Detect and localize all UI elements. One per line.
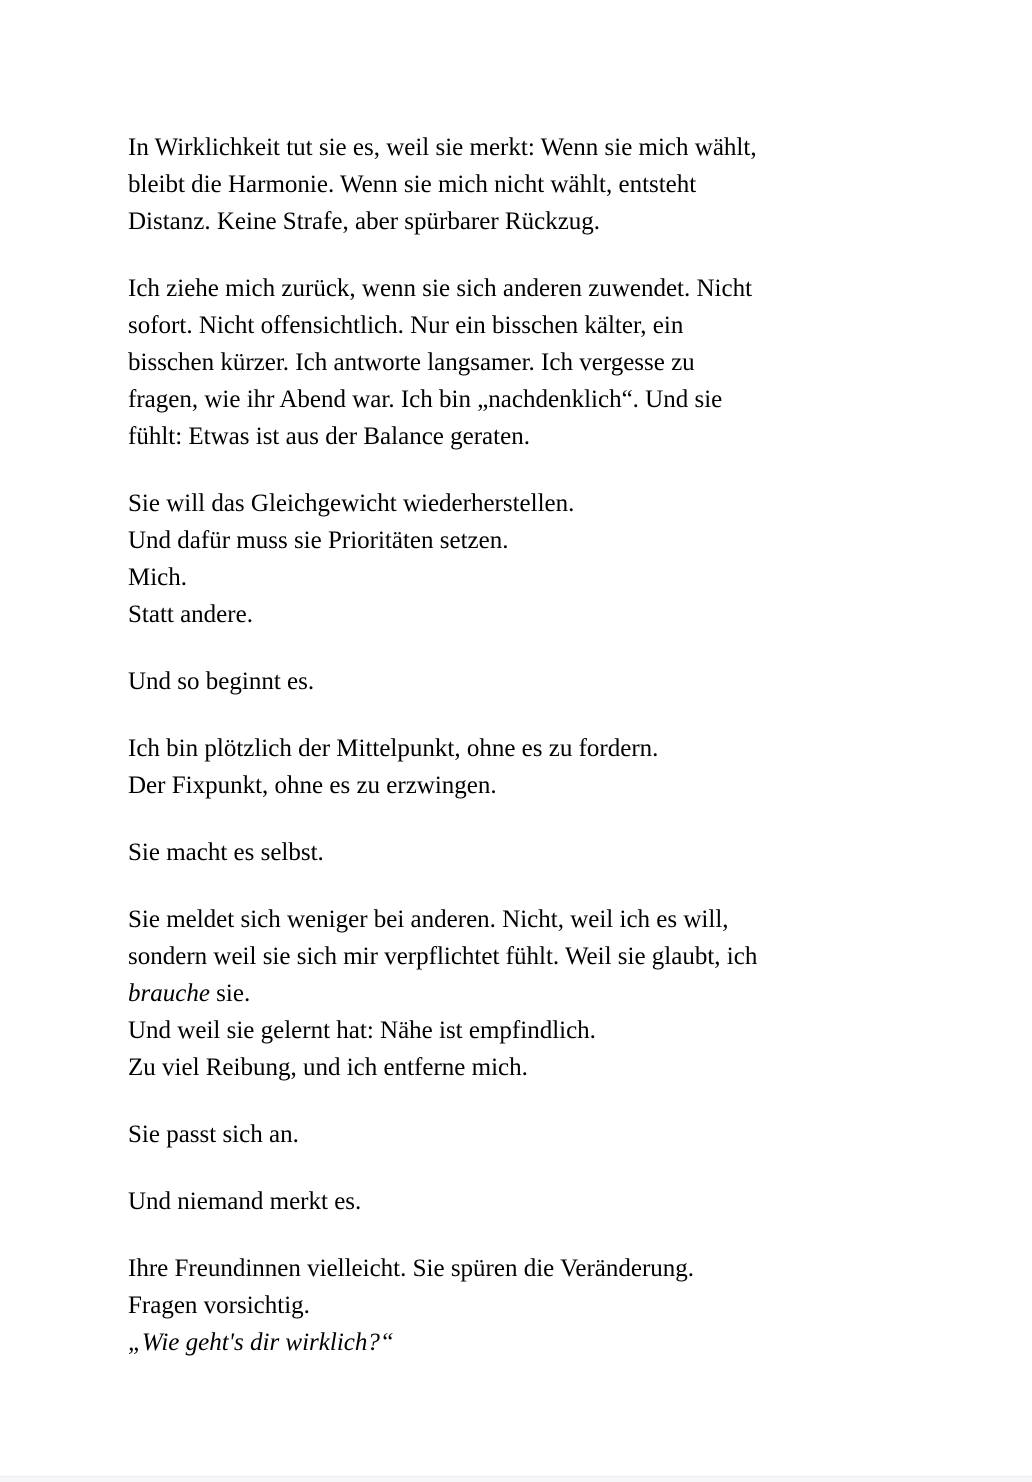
text-segment: fragen, wie ihr Abend war. Ich bin „nachdenklich“. Und sie	[128, 386, 723, 413]
text-line	[128, 203, 923, 240]
paragraph	[128, 485, 923, 633]
text-segment: Der Fixpunkt, ohne es zu erzwingen.	[128, 772, 497, 799]
text-segment: Und so beginnt es.	[128, 668, 315, 695]
text-line	[128, 166, 923, 203]
text-segment: sie.	[209, 980, 251, 1007]
text-line	[128, 1324, 923, 1361]
paragraph	[128, 834, 923, 871]
text-line	[128, 975, 923, 1012]
text-segment: bisschen kürzer. Ich antworte langsamer. Ich vergesse zu	[128, 349, 695, 376]
text-segment: Fragen vorsichtig.	[128, 1292, 310, 1319]
text-segment: Sie meldet sich weniger bei anderen. Nicht, weil ich es will,	[128, 906, 729, 933]
text-segment: Und weil sie gelernt hat: Nähe ist empfindlich.	[128, 1017, 596, 1044]
text-line	[128, 901, 923, 938]
text-segment: Sie passt sich an.	[128, 1121, 299, 1148]
paragraph	[128, 1250, 923, 1361]
text-line	[128, 344, 923, 381]
text-segment: Sie macht es selbst.	[128, 839, 324, 866]
text-segment: Sie will das Gleichgewicht wiederherstellen.	[128, 490, 575, 517]
paragraph	[128, 663, 923, 700]
paragraph	[128, 1183, 923, 1220]
text-segment: Mich.	[128, 564, 188, 591]
text-segment: sondern weil sie sich mir verpflichtet fühlt. Weil sie glaubt, ich	[128, 943, 758, 970]
text-line	[128, 307, 923, 344]
text-line	[128, 418, 923, 455]
text-line	[128, 1287, 923, 1324]
text-line	[128, 596, 923, 633]
text-line	[128, 559, 923, 596]
text-line	[128, 1250, 923, 1287]
page-bottom-edge	[0, 1476, 1032, 1482]
text-line	[128, 834, 923, 871]
text-line	[128, 767, 923, 804]
text-segment: Ich ziehe mich zurück, wenn sie sich anderen zuwendet. Nicht	[128, 275, 753, 302]
text-line	[128, 485, 923, 522]
text-segment: Zu viel Reibung, und ich entferne mich.	[128, 1054, 528, 1081]
text-segment: brauche	[128, 980, 210, 1007]
paragraph	[128, 270, 923, 455]
text-segment: Statt andere.	[128, 601, 253, 628]
text-segment: In Wirklichkeit tut sie es, weil sie merkt: Wenn sie mich wählt,	[128, 134, 757, 161]
text-line	[128, 1183, 923, 1220]
paragraph	[128, 730, 923, 804]
text-segment: Ich bin plötzlich der Mittelpunkt, ohne es zu fordern.	[128, 735, 659, 762]
text-segment: Distanz. Keine Strafe, aber spürbarer Rückzug.	[128, 208, 601, 235]
text-line	[128, 730, 923, 767]
text-line	[128, 522, 923, 559]
text-line	[128, 129, 923, 166]
paragraph	[128, 901, 923, 1086]
paragraph	[128, 1116, 923, 1153]
text-block	[128, 129, 923, 1391]
text-line	[128, 270, 923, 307]
text-segment: Und niemand merkt es.	[128, 1188, 362, 1215]
text-line	[128, 381, 923, 418]
text-segment: „Wie geht's dir wirklich?“	[128, 1329, 394, 1356]
text-segment: Ihre Freundinnen vielleicht. Sie spüren die Veränderung.	[128, 1255, 695, 1282]
text-segment: fühlt: Etwas ist aus der Balance geraten.	[128, 423, 530, 450]
text-line	[128, 663, 923, 700]
text-segment: Und dafür muss sie Prioritäten setzen.	[128, 527, 509, 554]
text-line	[128, 1116, 923, 1153]
paragraph	[128, 129, 923, 240]
text-line	[128, 1049, 923, 1086]
text-segment: bleibt die Harmonie. Wenn sie mich nicht wählt, entsteht	[128, 171, 697, 198]
text-segment: sofort. Nicht offensichtlich. Nur ein bisschen kälter, ein	[128, 312, 684, 339]
text-line	[128, 1012, 923, 1049]
text-line	[128, 938, 923, 975]
